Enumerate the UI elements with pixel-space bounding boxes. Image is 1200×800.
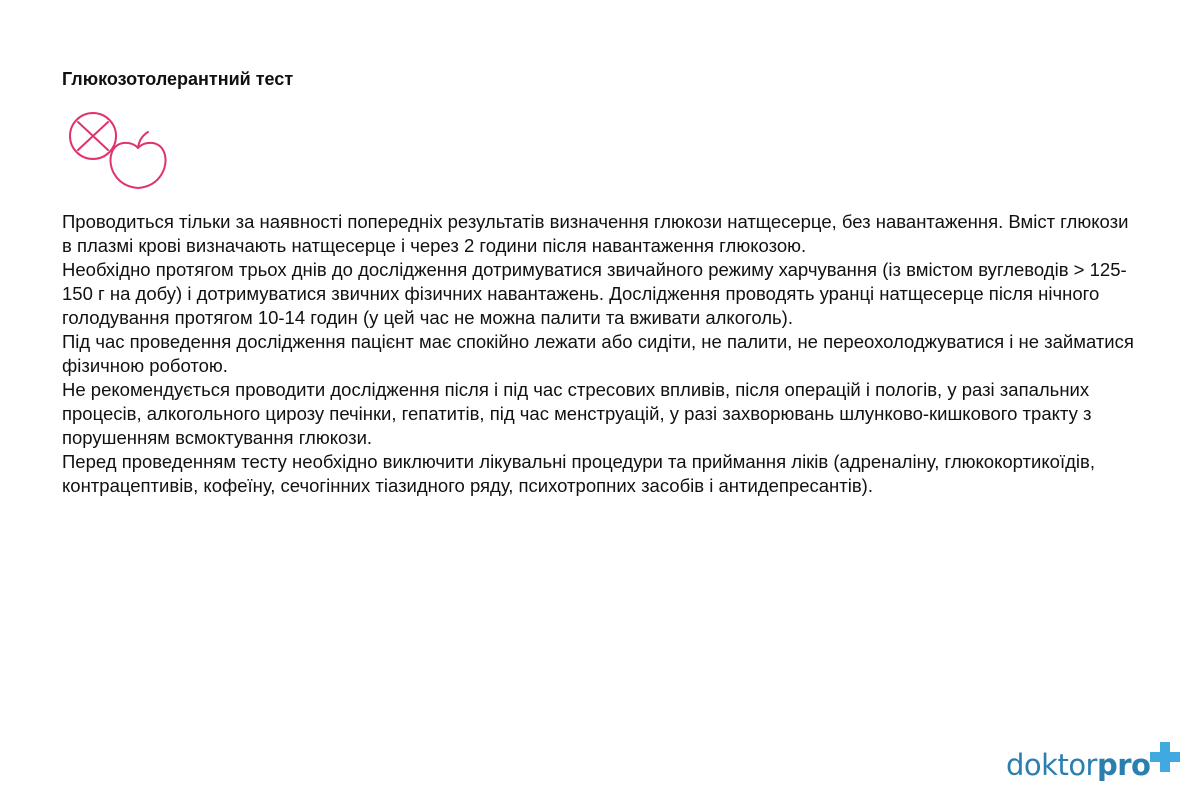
paragraph: Не рекомендується проводити дослідження після і під час стресових впливів, після операцій і пологів, у разі запальних процесів, алкогольного цирозу печінки, гепатитів, під час менструацій, у разі захворювань шлунково-кишкового тракту з порушенням всмоктування глюкози. bbox=[62, 379, 1092, 448]
no-food-apple-icon bbox=[62, 108, 174, 196]
paragraph: Необхідно протягом трьох днів до дослідження дотримуватися звичайного режиму харчування (із вмістом вуглеводів > 125-150 г на добу) і дотримуватися звичних фізичних навантажень. Дослідження проводять уранці натщесерце після нічного голодування протягом 10-14 годин (у цей час не можна палити та вживати алкоголь). bbox=[62, 259, 1127, 328]
plus-icon bbox=[1148, 740, 1182, 774]
document-body bbox=[62, 210, 1142, 498]
paragraph: Перед проведенням тесту необхідно виключити лікувальні процедури та приймання ліків (адреналіну, глюкокортикоїдів, контрацептивів, кофеїну, сечогінних тіазидного ряду, психотропних засобів і антидепресантів). bbox=[62, 451, 1095, 496]
logo-part-pro: pro bbox=[1096, 748, 1151, 782]
doktorpro-logo bbox=[1006, 738, 1186, 788]
logo-part-doktor: doktor bbox=[1006, 748, 1097, 782]
paragraph: Проводиться тільки за наявності попередніх результатів визначення глюкози натщесерце, без навантаження. Вміст глюкози в плазмі крові визначають натщесерце і через 2 години після навантаження глюкозою. bbox=[62, 211, 1129, 256]
page-title: Глюкозотолерантний тест bbox=[62, 69, 294, 89]
logo-wordmark bbox=[1006, 746, 1150, 784]
paragraph: Під час проведення дослідження пацієнт має спокійно лежати або сидіти, не палити, не переохолоджуватися і не займатися фізичною роботою. bbox=[62, 331, 1134, 376]
apple-icon bbox=[110, 143, 165, 188]
